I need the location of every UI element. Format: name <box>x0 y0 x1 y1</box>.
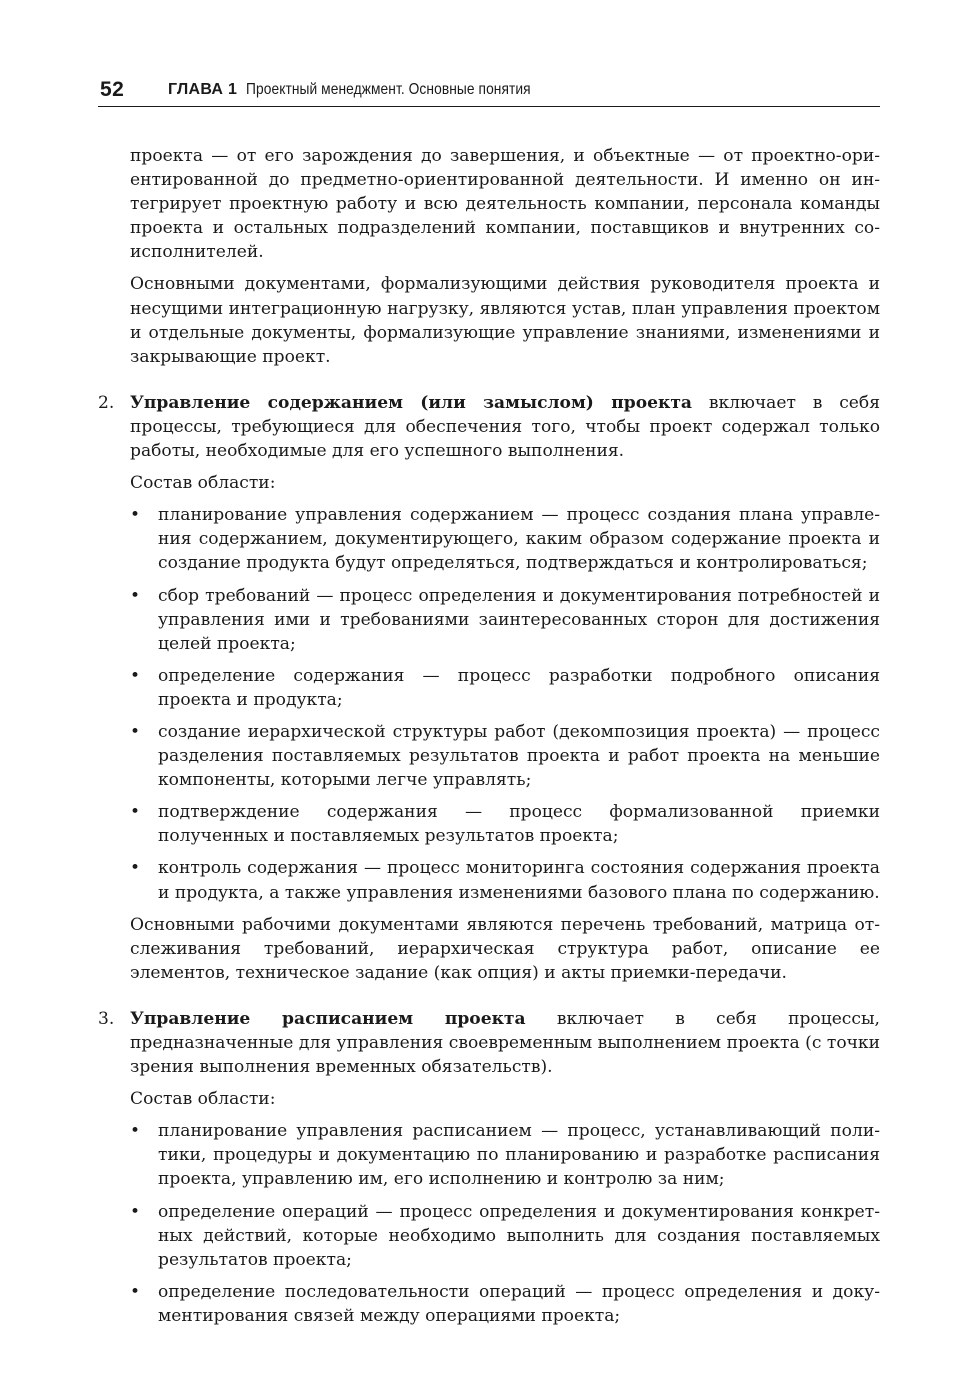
intro-paragraph: проекта — от его зарождения до завершения, и объектные — от проектно-ориентированной до предметно-ориентированной деятельности. И именно он интегрирует проектную работу и всю деятельность компании, персонала команды проекта и остальных подразделений компании, поставщиков и внутренних соисполнителей. <box>130 146 880 263</box>
bullet-icon: • <box>130 1281 141 1302</box>
intro-paragraph-2: Основными документами, формализующими действия руководителя проекта и несущими интеграционную нагрузку, являются устав, план управления проектом и отдельные документы, формализующие управление знаниями, изменениями и закрывающие проект. <box>130 274 880 367</box>
list-item: • определение последовательности операций — процесс определения и документирования связей между операциями проекта; <box>130 1281 880 1326</box>
bullet-icon: • <box>130 505 141 526</box>
numbered-item-3 <box>98 1007 880 1079</box>
bullet-icon: • <box>130 858 141 879</box>
item-text: включает в себя процессы, предназначенные для управления своевременным выполнением проекта (с точки зрения выполнения временных обязательств). <box>130 1008 880 1078</box>
item-text: включает в себя процессы, требующиеся для обеспечения того, чтобы проект содержал только работы, необходимые для его успешного выполнения. <box>130 392 880 462</box>
bullet-icon: • <box>130 1121 141 1142</box>
bullet-list-item-2 <box>98 503 880 904</box>
list-item: • определение содержания — процесс разработки подробного описания проекта и продукта; <box>130 665 880 710</box>
chapter-title: Проектный менеджмент. Основные понятия <box>246 81 531 98</box>
bullet-icon: • <box>130 721 141 742</box>
list-item: • создание иерархической структуры работ (декомпозиция проекта) — процесс разделения поставляемых результатов проекта и работ проекта на меньшие компоненты, которыми легче управлять; <box>130 721 880 791</box>
list-item: • планирование управления расписанием — процесс, устанавливающий политики, процедуры и документацию по планированию и разработке расписания проекта, управлению им, его исполнению и контролю за ним; <box>130 1121 880 1190</box>
item-number: 3. <box>98 1008 115 1029</box>
bullet-icon: • <box>130 665 141 686</box>
item-number: 2. <box>98 392 115 413</box>
chapter-label: ГЛАВА 1 <box>168 81 238 98</box>
list-item: • контроль содержания — процесс мониторинга состояния содержания проекта и продукта, а также управления изменениями базового плана по содержанию. <box>130 858 880 903</box>
running-header <box>98 74 880 107</box>
list-item: • планирование управления содержанием — процесс создания плана управления содержанием, документирующего, каким образом содержание проекта и создание продукта будут определяться, подтверждаться и контролироваться; <box>130 505 880 574</box>
list-item: • подтверждение содержания — процесс формализованной приемки полученных и поставляемых результатов проекта; <box>130 802 880 847</box>
bullet-icon: • <box>130 585 141 606</box>
item-heading: Управление расписанием проекта <box>130 1008 526 1029</box>
scope-label: Состав области: <box>130 473 276 494</box>
page-number: 52 <box>100 78 125 101</box>
bullet-list-item-3 <box>98 1119 880 1328</box>
list-item: • определение операций — процесс определения и документирования конкретных действий, которые необходимо выполнить для создания поставляемых результатов проекта; <box>130 1201 880 1270</box>
bullet-icon: • <box>130 1201 141 1222</box>
body-text <box>98 144 880 1336</box>
item-heading: Управление содержанием (или замыслом) проекта <box>130 392 692 413</box>
closing-paragraph: Основными рабочими документами являются перечень требований, матрица отслеживания требований, иерархическая структура работ, описание ее элементов, техническое задание (как опция) и акты приемки-передачи. <box>130 914 880 983</box>
bullet-icon: • <box>130 802 141 823</box>
numbered-item-2 <box>98 391 880 463</box>
scope-label: Состав области: <box>130 1089 276 1110</box>
list-item: • сбор требований — процесс определения и документирования потребностей и управления ими и требованиями заинтересованных сторон для достижения целей проекта; <box>130 585 880 654</box>
